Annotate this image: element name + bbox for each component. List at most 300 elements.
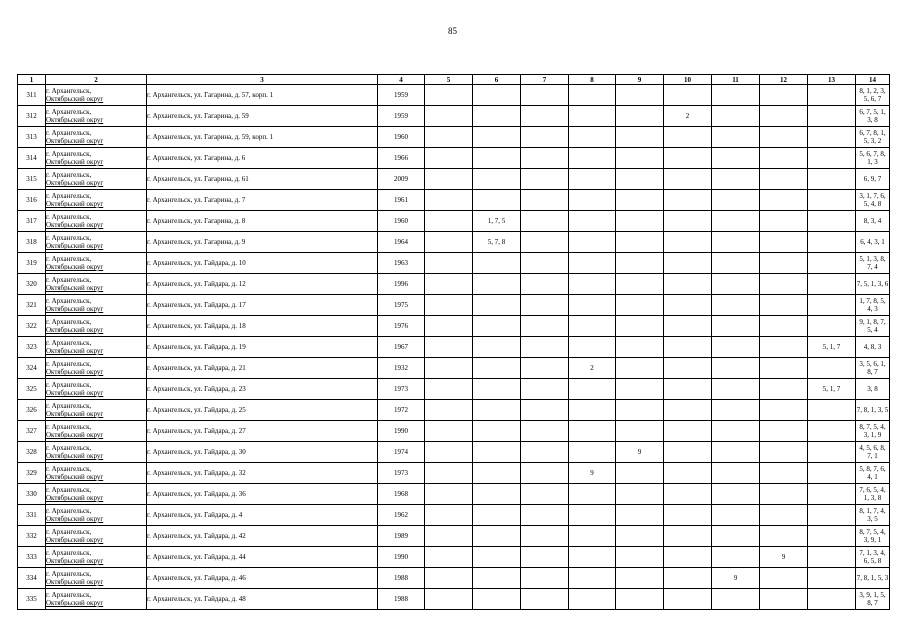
column-header: 6 (473, 75, 521, 85)
address-cell: г. Архангельск, ул. Гагарина, д. 59 (147, 106, 378, 127)
city-name: г. Архангельск, (46, 444, 92, 452)
column-8-cell (569, 400, 616, 421)
column-7-cell (521, 421, 569, 442)
column-14-cell: 7, 6, 5, 4, 1, 3, 8 (856, 484, 890, 505)
column-13-cell (808, 190, 856, 211)
row-number: 319 (18, 253, 46, 274)
municipality-cell (46, 400, 147, 421)
table-row (18, 547, 890, 568)
column-header: 8 (569, 75, 616, 85)
column-5-cell (425, 505, 473, 526)
column-header: 4 (378, 75, 425, 85)
column-13-cell (808, 232, 856, 253)
municipality-cell (46, 568, 147, 589)
column-13-cell (808, 400, 856, 421)
municipality-cell (46, 253, 147, 274)
column-header: 13 (808, 75, 856, 85)
column-12-cell (760, 295, 808, 316)
column-header: 7 (521, 75, 569, 85)
city-name: г. Архангельск, (46, 570, 92, 578)
column-7-cell (521, 463, 569, 484)
municipality-cell (46, 484, 147, 505)
column-8-cell (569, 127, 616, 148)
district-name: Октябрьский округ (46, 179, 104, 187)
column-7-cell (521, 211, 569, 232)
column-14-cell: 6, 7, 5, 1, 3, 8 (856, 106, 890, 127)
column-11-cell (712, 463, 760, 484)
column-10-cell (664, 589, 712, 610)
table-row (18, 568, 890, 589)
construction-year-cell: 2009 (378, 169, 425, 190)
column-9-cell (616, 190, 664, 211)
address-cell: г. Архангельск, ул. Гайдара, д. 19 (147, 337, 378, 358)
construction-year-cell: 1990 (378, 421, 425, 442)
column-7-cell (521, 274, 569, 295)
column-9-cell (616, 127, 664, 148)
column-13-cell (808, 85, 856, 106)
address-cell: г. Архангельск, ул. Гайдара, д. 4 (147, 505, 378, 526)
construction-year-cell: 1972 (378, 400, 425, 421)
construction-year-cell: 1966 (378, 148, 425, 169)
column-12-cell (760, 358, 808, 379)
column-11-cell (712, 106, 760, 127)
column-11-cell (712, 358, 760, 379)
column-14-cell: 1, 7, 8, 5, 4, 3 (856, 295, 890, 316)
row-number: 315 (18, 169, 46, 190)
municipality-cell (46, 421, 147, 442)
column-14-cell: 8, 3, 4 (856, 211, 890, 232)
column-7-cell (521, 106, 569, 127)
column-12-cell (760, 526, 808, 547)
column-10-cell (664, 568, 712, 589)
column-7-cell (521, 568, 569, 589)
city-name: г. Архангельск, (46, 129, 92, 137)
table-row (18, 484, 890, 505)
column-6-cell (473, 316, 521, 337)
column-12-cell (760, 568, 808, 589)
column-7-cell (521, 169, 569, 190)
column-5-cell (425, 484, 473, 505)
column-10-cell (664, 295, 712, 316)
construction-year-cell: 1963 (378, 253, 425, 274)
column-9-cell (616, 568, 664, 589)
address-cell: г. Архангельск, ул. Гайдара, д. 17 (147, 295, 378, 316)
column-10-cell (664, 463, 712, 484)
column-13-cell (808, 211, 856, 232)
column-13-cell (808, 505, 856, 526)
column-9-cell (616, 316, 664, 337)
column-11-cell (712, 421, 760, 442)
address-cell: г. Архангельск, ул. Гайдара, д. 27 (147, 421, 378, 442)
column-12-cell (760, 463, 808, 484)
row-number: 311 (18, 85, 46, 106)
column-14-cell: 8, 7, 5, 4, 3, 1, 9 (856, 421, 890, 442)
row-number: 320 (18, 274, 46, 295)
column-13-cell (808, 358, 856, 379)
construction-year-cell: 1974 (378, 442, 425, 463)
column-6-cell: 1, 7, 5 (473, 211, 521, 232)
column-8-cell (569, 148, 616, 169)
address-cell: г. Архангельск, ул. Гайдара, д. 18 (147, 316, 378, 337)
construction-year-cell: 1967 (378, 337, 425, 358)
column-6-cell (473, 442, 521, 463)
column-6-cell (473, 568, 521, 589)
municipality-cell (46, 337, 147, 358)
district-name: Октябрьский округ (46, 515, 104, 523)
address-cell: г. Архангельск, ул. Гагарина, д. 59, корп. 1 (147, 127, 378, 148)
city-name: г. Архангельск, (46, 486, 92, 494)
column-5-cell (425, 211, 473, 232)
city-name: г. Архангельск, (46, 255, 92, 263)
column-14-cell: 7, 8, 1, 5, 3 (856, 568, 890, 589)
column-12-cell (760, 505, 808, 526)
construction-year-cell: 1975 (378, 295, 425, 316)
address-cell: г. Архангельск, ул. Гагарина, д. 6 (147, 148, 378, 169)
construction-year-cell: 1988 (378, 568, 425, 589)
row-number: 329 (18, 463, 46, 484)
column-5-cell (425, 526, 473, 547)
municipality-cell (46, 379, 147, 400)
column-5-cell (425, 274, 473, 295)
municipality-cell (46, 295, 147, 316)
column-11-cell (712, 505, 760, 526)
row-number: 335 (18, 589, 46, 610)
city-name: г. Архангельск, (46, 234, 92, 242)
column-14-cell: 6, 4, 3, 1 (856, 232, 890, 253)
address-cell: г. Архангельск, ул. Гайдара, д. 32 (147, 463, 378, 484)
column-10-cell: 2 (664, 106, 712, 127)
column-10-cell (664, 442, 712, 463)
column-7-cell (521, 484, 569, 505)
column-10-cell (664, 337, 712, 358)
registry-table-body (18, 85, 890, 610)
municipality-cell (46, 127, 147, 148)
column-12-cell (760, 127, 808, 148)
row-number: 317 (18, 211, 46, 232)
column-8-cell (569, 442, 616, 463)
column-9-cell (616, 211, 664, 232)
column-10-cell (664, 274, 712, 295)
column-13-cell (808, 148, 856, 169)
column-12-cell (760, 484, 808, 505)
column-9-cell (616, 547, 664, 568)
column-7-cell (521, 127, 569, 148)
column-14-cell: 5, 1, 3, 8, 7, 4 (856, 253, 890, 274)
column-6-cell (473, 274, 521, 295)
column-7-cell (521, 505, 569, 526)
column-8-cell: 9 (569, 463, 616, 484)
city-name: г. Архангельск, (46, 171, 92, 179)
column-9-cell (616, 295, 664, 316)
column-header: 9 (616, 75, 664, 85)
column-6-cell (473, 358, 521, 379)
column-13-cell (808, 295, 856, 316)
municipality-cell (46, 169, 147, 190)
district-name: Октябрьский округ (46, 494, 104, 502)
row-number: 322 (18, 316, 46, 337)
column-9-cell (616, 337, 664, 358)
column-14-cell: 7, 5, 1, 3, 6 (856, 274, 890, 295)
column-5-cell (425, 148, 473, 169)
municipality-cell (46, 463, 147, 484)
column-8-cell (569, 337, 616, 358)
table-row (18, 232, 890, 253)
column-8-cell (569, 316, 616, 337)
table-row (18, 274, 890, 295)
column-13-cell: 5, 1, 7 (808, 337, 856, 358)
column-7-cell (521, 316, 569, 337)
column-8-cell (569, 589, 616, 610)
column-9-cell (616, 484, 664, 505)
district-name: Октябрьский округ (46, 557, 104, 565)
column-6-cell (473, 547, 521, 568)
column-11-cell: 9 (712, 568, 760, 589)
column-10-cell (664, 547, 712, 568)
address-cell: г. Архангельск, ул. Гайдара, д. 44 (147, 547, 378, 568)
construction-year-cell: 1988 (378, 589, 425, 610)
row-number: 334 (18, 568, 46, 589)
column-12-cell (760, 589, 808, 610)
column-11-cell (712, 316, 760, 337)
column-6-cell (473, 337, 521, 358)
column-12-cell (760, 148, 808, 169)
city-name: г. Архангельск, (46, 276, 92, 284)
table-row (18, 127, 890, 148)
column-8-cell (569, 106, 616, 127)
district-name: Октябрьский округ (46, 116, 104, 124)
city-name: г. Архангельск, (46, 549, 92, 557)
column-9-cell (616, 421, 664, 442)
column-5-cell (425, 337, 473, 358)
column-11-cell (712, 442, 760, 463)
municipality-cell (46, 106, 147, 127)
column-13-cell (808, 421, 856, 442)
construction-year-cell: 1960 (378, 211, 425, 232)
column-6-cell (473, 379, 521, 400)
column-6-cell (473, 295, 521, 316)
column-5-cell (425, 106, 473, 127)
row-number: 318 (18, 232, 46, 253)
column-14-cell: 7, 8, 1, 3, 5 (856, 400, 890, 421)
column-10-cell (664, 379, 712, 400)
column-11-cell (712, 253, 760, 274)
district-name: Октябрьский округ (46, 305, 104, 313)
column-13-cell (808, 547, 856, 568)
city-name: г. Архангельск, (46, 213, 92, 221)
column-8-cell (569, 526, 616, 547)
column-12-cell (760, 442, 808, 463)
column-8-cell (569, 232, 616, 253)
column-5-cell (425, 358, 473, 379)
column-8-cell (569, 547, 616, 568)
address-cell: г. Архангельск, ул. Гайдара, д. 21 (147, 358, 378, 379)
city-name: г. Архангельск, (46, 423, 92, 431)
address-cell: г. Архангельск, ул. Гайдара, д. 23 (147, 379, 378, 400)
column-8-cell (569, 211, 616, 232)
row-number: 323 (18, 337, 46, 358)
column-11-cell (712, 232, 760, 253)
column-7-cell (521, 589, 569, 610)
district-name: Октябрьский округ (46, 326, 104, 334)
address-cell: г. Архангельск, ул. Гагарина, д. 8 (147, 211, 378, 232)
table-row (18, 253, 890, 274)
column-6-cell: 5, 7, 8 (473, 232, 521, 253)
district-name: Октябрьский округ (46, 263, 104, 271)
table-row (18, 316, 890, 337)
address-cell: г. Архангельск, ул. Гайдара, д. 30 (147, 442, 378, 463)
district-name: Октябрьский округ (46, 95, 104, 103)
page-number: 85 (448, 26, 457, 36)
column-header: 3 (147, 75, 378, 85)
district-name: Октябрьский округ (46, 284, 104, 292)
municipality-cell (46, 190, 147, 211)
column-5-cell (425, 253, 473, 274)
column-9-cell (616, 358, 664, 379)
column-11-cell (712, 169, 760, 190)
column-11-cell (712, 274, 760, 295)
column-5-cell (425, 568, 473, 589)
column-10-cell (664, 316, 712, 337)
construction-year-cell: 1976 (378, 316, 425, 337)
construction-year-cell: 1961 (378, 190, 425, 211)
column-5-cell (425, 589, 473, 610)
district-name: Октябрьский округ (46, 599, 104, 607)
table-row (18, 421, 890, 442)
address-cell: г. Архангельск, ул. Гагарина, д. 61 (147, 169, 378, 190)
table-row (18, 106, 890, 127)
column-10-cell (664, 400, 712, 421)
column-12-cell (760, 106, 808, 127)
row-number: 328 (18, 442, 46, 463)
district-name: Октябрьский округ (46, 347, 104, 355)
column-6-cell (473, 505, 521, 526)
construction-year-cell: 1960 (378, 127, 425, 148)
column-13-cell (808, 526, 856, 547)
column-8-cell (569, 295, 616, 316)
column-header: 10 (664, 75, 712, 85)
column-12-cell (760, 85, 808, 106)
column-10-cell (664, 169, 712, 190)
column-11-cell (712, 547, 760, 568)
table-row (18, 463, 890, 484)
row-number: 327 (18, 421, 46, 442)
city-name: г. Архангельск, (46, 339, 92, 347)
column-12-cell (760, 253, 808, 274)
column-8-cell (569, 253, 616, 274)
address-cell: г. Архангельск, ул. Гагарина, д. 57, корп. 1 (147, 85, 378, 106)
column-5-cell (425, 190, 473, 211)
address-cell: г. Архангельск, ул. Гайдара, д. 42 (147, 526, 378, 547)
column-8-cell (569, 505, 616, 526)
column-13-cell (808, 442, 856, 463)
column-14-cell: 8, 7, 5, 4, 3, 9, 1 (856, 526, 890, 547)
column-11-cell (712, 337, 760, 358)
column-8-cell (569, 85, 616, 106)
column-9-cell (616, 589, 664, 610)
construction-year-cell: 1989 (378, 526, 425, 547)
municipality-cell (46, 442, 147, 463)
city-name: г. Архангельск, (46, 318, 92, 326)
municipality-cell (46, 589, 147, 610)
column-7-cell (521, 400, 569, 421)
column-5-cell (425, 463, 473, 484)
city-name: г. Архангельск, (46, 528, 92, 536)
city-name: г. Архангельск, (46, 108, 92, 116)
column-7-cell (521, 442, 569, 463)
column-14-cell: 3, 1, 7, 6, 5, 4, 8 (856, 190, 890, 211)
column-8-cell (569, 568, 616, 589)
column-11-cell (712, 148, 760, 169)
address-cell: г. Архангельск, ул. Гайдара, д. 36 (147, 484, 378, 505)
column-5-cell (425, 421, 473, 442)
column-header: 12 (760, 75, 808, 85)
column-6-cell (473, 463, 521, 484)
table-row (18, 337, 890, 358)
column-9-cell (616, 400, 664, 421)
column-8-cell (569, 379, 616, 400)
table-row (18, 85, 890, 106)
table-row (18, 358, 890, 379)
column-12-cell: 9 (760, 547, 808, 568)
column-6-cell (473, 85, 521, 106)
city-name: г. Архангельск, (46, 87, 92, 95)
column-5-cell (425, 232, 473, 253)
table-row (18, 211, 890, 232)
district-name: Октябрьский округ (46, 389, 104, 397)
column-7-cell (521, 526, 569, 547)
column-number-header-row (18, 75, 890, 85)
row-number: 325 (18, 379, 46, 400)
column-14-cell: 4, 8, 3 (856, 337, 890, 358)
column-11-cell (712, 85, 760, 106)
column-9-cell (616, 463, 664, 484)
column-10-cell (664, 421, 712, 442)
city-name: г. Архангельск, (46, 507, 92, 515)
district-name: Октябрьский округ (46, 200, 104, 208)
column-14-cell: 8, 1, 2, 3, 5, 6, 7 (856, 85, 890, 106)
address-cell: г. Архангельск, ул. Гайдара, д. 46 (147, 568, 378, 589)
column-9-cell (616, 85, 664, 106)
column-7-cell (521, 358, 569, 379)
municipality-cell (46, 232, 147, 253)
municipality-cell (46, 85, 147, 106)
column-7-cell (521, 148, 569, 169)
table-row (18, 442, 890, 463)
column-14-cell: 6, 9, 7 (856, 169, 890, 190)
column-8-cell: 2 (569, 358, 616, 379)
column-14-cell: 7, 1, 3, 4, 6, 5, 8 (856, 547, 890, 568)
city-name: г. Архангельск, (46, 591, 92, 599)
city-name: г. Архангельск, (46, 465, 92, 473)
construction-year-cell: 1964 (378, 232, 425, 253)
column-6-cell (473, 148, 521, 169)
column-13-cell (808, 484, 856, 505)
city-name: г. Архангельск, (46, 192, 92, 200)
column-10-cell (664, 190, 712, 211)
column-8-cell (569, 421, 616, 442)
municipality-cell (46, 148, 147, 169)
column-12-cell (760, 400, 808, 421)
column-13-cell (808, 316, 856, 337)
column-11-cell (712, 211, 760, 232)
address-cell: г. Архангельск, ул. Гайдара, д. 48 (147, 589, 378, 610)
column-14-cell: 3, 8 (856, 379, 890, 400)
construction-year-cell: 1962 (378, 505, 425, 526)
district-name: Октябрьский округ (46, 242, 104, 250)
district-name: Октябрьский округ (46, 578, 104, 586)
column-5-cell (425, 379, 473, 400)
column-5-cell (425, 85, 473, 106)
